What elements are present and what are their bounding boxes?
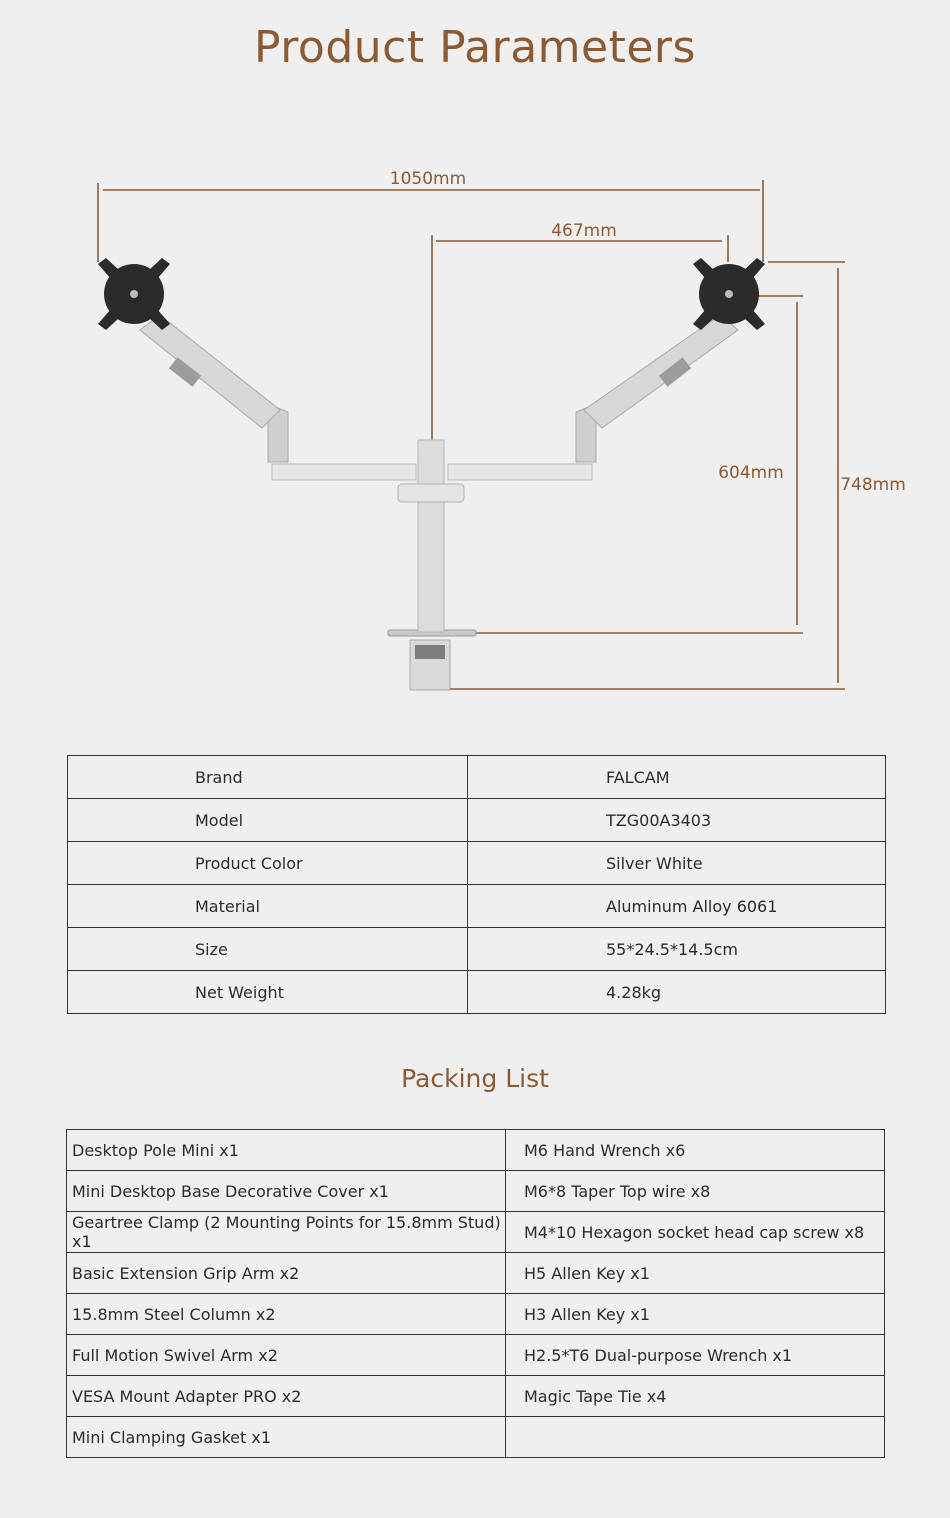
packing-item: Mini Clamping Gasket x1 <box>67 1417 506 1458</box>
table-row <box>67 1212 885 1253</box>
param-label: Brand <box>68 756 468 799</box>
packing-item: Magic Tape Tie x4 <box>506 1376 885 1417</box>
table-row <box>68 799 886 842</box>
dim-pole-height: 604mm <box>718 463 784 483</box>
dim-total-width: 1050mm <box>389 169 467 189</box>
param-label: Material <box>68 885 468 928</box>
packing-item: H3 Allen Key x1 <box>506 1294 885 1335</box>
packing-item: VESA Mount Adapter PRO x2 <box>67 1376 506 1417</box>
table-row <box>68 928 886 971</box>
param-value: 4.28kg <box>468 971 886 1014</box>
table-row <box>67 1417 885 1458</box>
packing-item: Basic Extension Grip Arm x2 <box>67 1253 506 1294</box>
packing-list-title: Packing List <box>401 1064 549 1093</box>
packing-item: Full Motion Swivel Arm x2 <box>67 1335 506 1376</box>
table-row <box>67 1253 885 1294</box>
table-row <box>68 756 886 799</box>
param-label: Model <box>68 799 468 842</box>
table-row <box>67 1376 885 1417</box>
packing-item <box>506 1417 885 1458</box>
packing-item: Desktop Pole Mini x1 <box>67 1130 506 1171</box>
product-dimension-diagram <box>0 150 950 710</box>
packing-item: M6 Hand Wrench x6 <box>506 1130 885 1171</box>
param-label: Size <box>68 928 468 971</box>
table-row <box>67 1171 885 1212</box>
packing-item: H2.5*T6 Dual-purpose Wrench x1 <box>506 1335 885 1376</box>
packing-item: Geartree Clamp (2 Mounting Points for 15.8mm Stud) x1 <box>67 1212 506 1253</box>
param-value: 55*24.5*14.5cm <box>468 928 886 971</box>
packing-list-table <box>66 1129 885 1458</box>
table-row <box>68 885 886 928</box>
table-row <box>67 1335 885 1376</box>
packing-item: M4*10 Hexagon socket head cap screw x8 <box>506 1212 885 1253</box>
table-row <box>68 842 886 885</box>
packing-item: 15.8mm Steel Column x2 <box>67 1294 506 1335</box>
product-parameters-table <box>67 755 886 1014</box>
param-value: FALCAM <box>468 756 886 799</box>
page-title: Product Parameters <box>254 22 696 73</box>
packing-item: Mini Desktop Base Decorative Cover x1 <box>67 1171 506 1212</box>
param-label: Product Color <box>68 842 468 885</box>
packing-item: H5 Allen Key x1 <box>506 1253 885 1294</box>
dim-arm-span: 467mm <box>551 221 617 241</box>
right-vesa-plate <box>693 258 765 330</box>
param-label: Net Weight <box>68 971 468 1014</box>
table-row <box>68 971 886 1014</box>
table-row <box>67 1294 885 1335</box>
table-row <box>67 1130 885 1171</box>
dimension-lines <box>98 180 845 689</box>
param-value: Aluminum Alloy 6061 <box>468 885 886 928</box>
dim-total-height: 748mm <box>840 475 906 495</box>
param-value: Silver White <box>468 842 886 885</box>
left-vesa-plate <box>98 258 170 330</box>
param-value: TZG00A3403 <box>468 799 886 842</box>
packing-item: M6*8 Taper Top wire x8 <box>506 1171 885 1212</box>
